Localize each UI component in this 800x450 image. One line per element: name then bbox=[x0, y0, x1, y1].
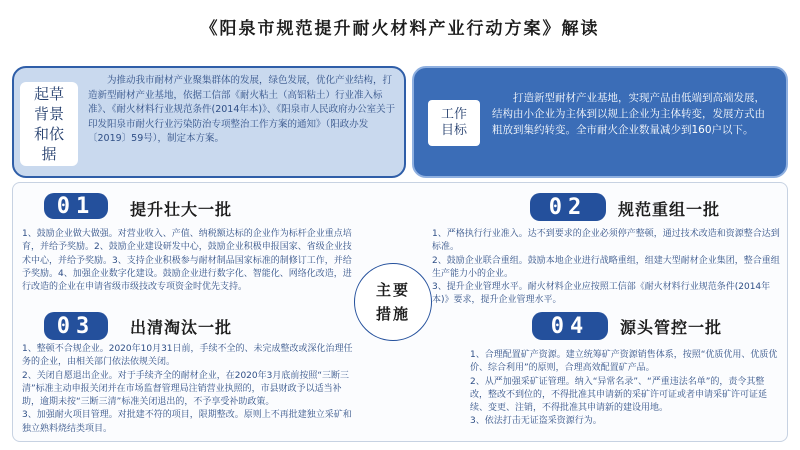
section-04-para: 1、合理配置矿产资源。建立统筹矿产资源销售体系，按照“优质优用、优质优价、综合利用”的原则，合理高效配置矿产品。 bbox=[470, 350, 778, 374]
section-title-02: 规范重组一批 bbox=[618, 200, 721, 219]
main-measures-circle bbox=[354, 263, 432, 341]
background-tag bbox=[20, 82, 78, 166]
center-label: 主要 bbox=[375, 281, 410, 299]
page-title: 《阳泉市规范提升耐火材料产业行动方案》解读 bbox=[200, 19, 600, 39]
section-title-04: 源头管控一批 bbox=[620, 318, 723, 337]
section-number-02: 02 bbox=[530, 193, 606, 221]
section-title-03: 出清淘汰一批 bbox=[130, 318, 233, 337]
section-02-para: 2、鼓励企业联合重组。鼓励本地企业进行战略重组，组建大型耐材企业集团，整合重组生产能力小的企业。 bbox=[432, 255, 780, 279]
section-03-para: 2、关闭自愿退出企业。对于手续齐全的耐材企业，在2020年3月底前按照“三断三清”标准主动申报关闭并在市场监督管理局注销营业执照的，市县财政予以适当补助，逾期未按“三断三清”标准关闭退出的，不予享受补助政策。 bbox=[22, 370, 350, 408]
section-number-04: 04 bbox=[532, 312, 608, 340]
goal-tag-line: 工作 bbox=[440, 107, 467, 122]
section-number-01: 01 bbox=[44, 193, 108, 219]
goal-tag bbox=[428, 100, 480, 146]
section-title-01: 提升壮大一批 bbox=[130, 200, 233, 219]
background-tag-line: 背景 bbox=[33, 105, 64, 123]
section-text-01: 1、鼓励企业做大做强。对营业收入、产值、纳税额达标的企业作为标杆企业重点培育，并给予奖励。2、鼓励企业建设研发中心，鼓励企业积极申报国家、省级企业技术中心，并给予奖励。3、支持企业积极参与耐材制品国家标准的制修订工作，并给予奖励。4、加强企业数字化建设。鼓励企业进行数字化、智能化、网络化改造，进行改造的企业在申请省级市级技改专项资金时优先支持。 bbox=[22, 229, 352, 293]
section-text-03 bbox=[22, 343, 354, 436]
section-04-para: 3、依法打击无证盗采资源行为。 bbox=[470, 416, 602, 427]
background-tag-line: 和依 bbox=[33, 125, 64, 143]
section-02-para: 1、严格执行行业准入。达不到要求的企业必须停产整顿，通过技术改造和资源整合达到标准。 bbox=[432, 229, 780, 253]
goal-panel bbox=[412, 66, 788, 178]
goal-tag-line: 目标 bbox=[440, 123, 467, 138]
section-03-para: 3、加强耐火项目管理。对批建不符的项目，限期整改。原则上不再批建独立采矿和独立熟料烧结类项目。 bbox=[22, 410, 352, 434]
background-panel bbox=[12, 66, 406, 178]
section-04-para: 2、从严加强采矿证管理。纳入“异常名录”、“严重违法名单”的，责令其整改，整改不到位的，不得批准其申请新的采矿许可证或者申请采矿许可证延续、变更、注销，不得批准其申请新的建设用地。 bbox=[470, 376, 768, 414]
center-label: 措施 bbox=[375, 305, 410, 323]
section-number-03: 03 bbox=[44, 312, 108, 340]
background-tag-line: 起草 bbox=[33, 85, 64, 103]
section-text-04 bbox=[470, 349, 782, 429]
section-02-para: 3、提升企业管理水平。耐火材料企业应按照工信部《耐火材料行业规范条件(2014年本)》要求，提升企业管理水平。 bbox=[432, 282, 771, 306]
section-03-para: 1、整顿不合规企业。2020年10月31日前，手续不全的、未完成整改或深化治理任务的企业，由相关部门依法依规关闭。 bbox=[22, 344, 353, 368]
background-text: 为推动我市耐材产业聚集群体的发展，绿色发展，优化产业结构，打造新型耐材产业基地，依据工信部《耐火粘土（高铝粘土）行业准入标准》、《耐火材料行业规范条件(2014年本)》、《阳泉市人民政府办公室关于印发阳泉市耐火行业污染防治专项整治工作方案的通知》（阳政办发〔2019〕59号），制定本方案。 bbox=[88, 75, 396, 144]
background-tag-line: 据 bbox=[41, 145, 57, 163]
goal-text: 打造新型耐材产业基地，实现产品由低端到高端发展，结构由小企业为主体到以规上企业为主体转变，发展方式由粗放到集约转变。全市耐火企业数量减少到160户以下。 bbox=[492, 92, 765, 136]
section-text-02 bbox=[432, 228, 782, 308]
